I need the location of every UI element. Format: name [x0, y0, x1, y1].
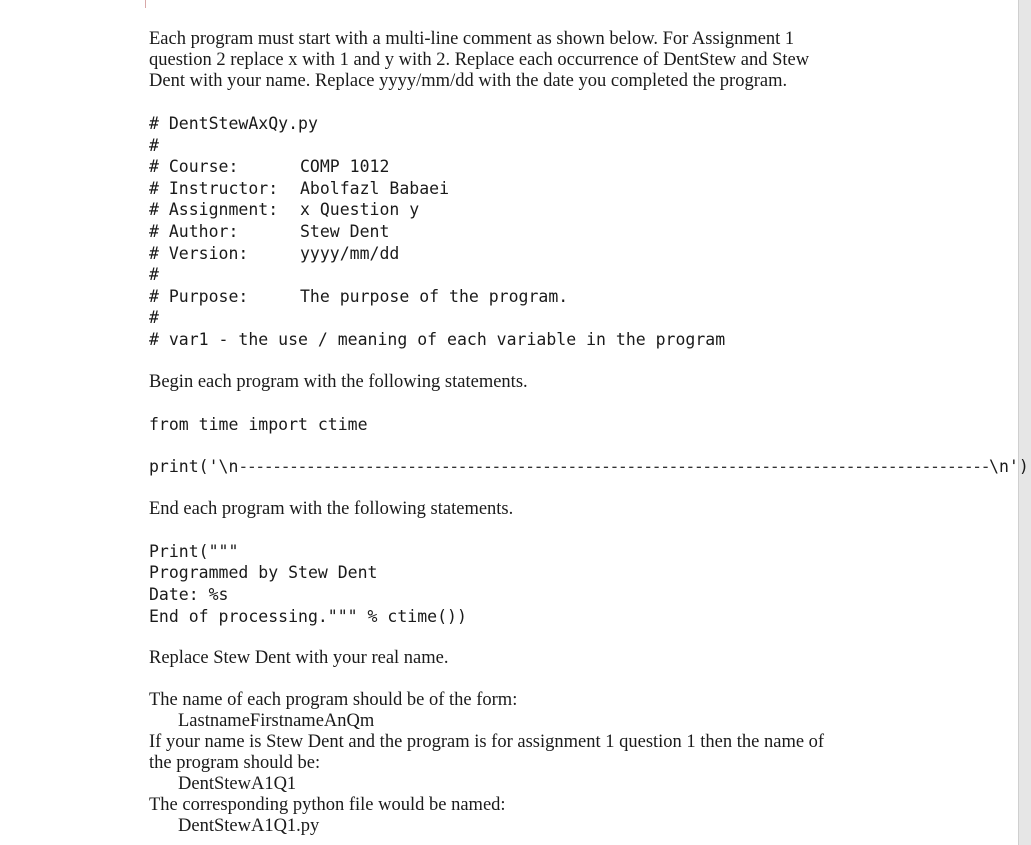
import-statement: from time import ctime — [149, 414, 368, 434]
naming-file-name: DentStewA1Q1.py — [178, 816, 320, 837]
comment-field-instructor — [149, 178, 909, 200]
intro-paragraph — [149, 29, 909, 92]
field-value: COMP 1012 — [300, 157, 390, 177]
print-dashes: ----------------------------------------------------------------------------------------- — [238, 457, 990, 477]
field-value: x Question y — [300, 200, 420, 220]
naming-example-line-1: If your name is Stew Dent and the program is for assignment 1 question 1 then the name of — [149, 732, 825, 753]
end-code-line: Programmed by Stew Dent — [149, 563, 378, 583]
naming-section — [149, 690, 909, 837]
comment-var-line: # var1 - the use / meaning of each variable in the program — [149, 329, 726, 349]
comment-filename-line: # DentStewAxQy.py — [149, 114, 318, 133]
print-end: \n') — [989, 457, 1029, 477]
field-value: Stew Dent — [300, 221, 390, 241]
naming-form-pattern: LastnameFirstnameAnQm — [178, 711, 375, 732]
intro-line-3: Dent with your name. Replace yyyy/mm/dd with the date you completed the program. — [149, 71, 788, 91]
field-label: # Assignment: — [149, 200, 279, 220]
intro-line-2: question 2 replace x with 1 and y with 2. Replace each occurrence of DentStew and Stew — [149, 50, 810, 70]
intro-line-1: Each program must start with a multi-line comment as shown below. For Assignment 1 — [149, 29, 795, 49]
field-label: # Purpose: — [149, 286, 249, 306]
page-top-marker — [145, 0, 146, 8]
print-separator-statement — [149, 456, 1029, 478]
comment-hash-line: # — [149, 308, 159, 328]
end-code-line: Print(""" — [149, 541, 239, 561]
comment-field-assignment — [149, 199, 909, 221]
print-start: print('\n — [149, 457, 239, 477]
comment-field-version — [149, 243, 909, 265]
field-value: yyyy/mm/dd — [300, 243, 400, 263]
end-code-line: Date: %s — [149, 584, 229, 604]
field-value: The purpose of the program. — [300, 286, 569, 306]
end-instruction: End each program with the following statements. — [149, 498, 514, 519]
comment-field-purpose — [149, 286, 909, 308]
field-value: Abolfazl Babaei — [300, 178, 450, 198]
field-label: # Course: — [149, 157, 239, 177]
naming-form-text: The name of each program should be of the form: — [149, 690, 518, 711]
naming-example-line-2: the program should be: — [149, 753, 321, 774]
comment-hash-line: # — [149, 265, 159, 285]
document-body — [149, 29, 1029, 837]
replace-instruction: Replace Stew Dent with your real name. — [149, 648, 449, 669]
comment-hash-line: # — [149, 135, 159, 155]
viewer-scrollbar-track[interactable] — [1018, 0, 1031, 845]
begin-instruction: Begin each program with the following statements. — [149, 371, 528, 392]
naming-file-text: The corresponding python file would be named: — [149, 795, 506, 816]
naming-example-name: DentStewA1Q1 — [178, 774, 297, 795]
header-comment-block — [149, 113, 909, 351]
field-label: # Instructor: — [149, 178, 279, 198]
end-code-block — [149, 541, 909, 627]
comment-field-course — [149, 156, 909, 178]
end-code-line: End of processing.""" % ctime()) — [149, 606, 467, 626]
field-label: # Author: — [149, 221, 239, 241]
field-label: # Version: — [149, 243, 249, 263]
comment-field-author — [149, 221, 909, 243]
